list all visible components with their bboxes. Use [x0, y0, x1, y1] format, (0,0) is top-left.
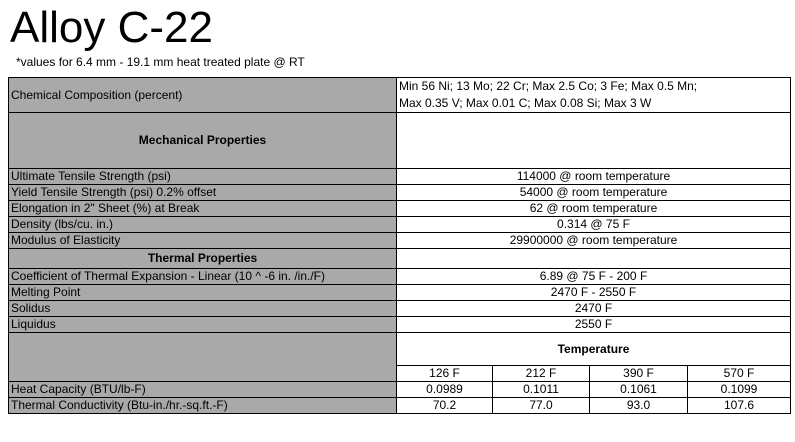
prop-label: Modulus of Elasticity [9, 233, 397, 249]
prop-value: 29900000 @ room temperature [397, 233, 791, 249]
page-title: Alloy C-22 [10, 3, 213, 52]
prop-row [9, 285, 791, 301]
prop-label: Yield Tensile Strength (psi) 0.2% offset [9, 185, 397, 201]
chem-row [9, 78, 791, 113]
prop-row [9, 269, 791, 285]
chem-value [397, 78, 791, 113]
chem-line-2: Max 0.35 V; Max 0.01 C; Max 0.08 Si; Max 3 W [399, 96, 652, 110]
prop-row [9, 317, 791, 333]
temp-column: 390 F [590, 366, 688, 382]
temp-cell: 0.1061 [590, 382, 688, 398]
prop-label: Solidus [9, 301, 397, 317]
prop-value: 114000 @ room temperature [397, 169, 791, 185]
prop-row [9, 169, 791, 185]
prop-value: 6.89 @ 75 F - 200 F [397, 269, 791, 285]
mech-heading: Mechanical Properties [9, 113, 397, 169]
thermal-heading: Thermal Properties [9, 249, 397, 269]
temp-cell: 0.1011 [493, 382, 590, 398]
prop-value: 62 @ room temperature [397, 201, 791, 217]
prop-label: Melting Point [9, 285, 397, 301]
temp-data-row [9, 398, 791, 414]
chem-line-1: Min 56 Ni; 13 Mo; 22 Cr; Max 2.5 Co; 3 Fe; Max 0.5 Mn; [399, 79, 698, 93]
temp-cell: 0.1099 [688, 382, 791, 398]
mech-heading-blank [397, 113, 791, 169]
temp-label-blank [9, 333, 397, 382]
temp-heading: Temperature [397, 333, 791, 366]
prop-label: Thermal Conductivity (Btu-in./hr.-sq.ft.-F) [9, 398, 397, 414]
prop-label: Coefficient of Thermal Expansion - Linear (10 ^ -6 in. /in./F) [9, 269, 397, 285]
prop-value: 0.314 @ 75 F [397, 217, 791, 233]
thermal-heading-row [9, 249, 791, 269]
thermal-heading-blank [397, 249, 791, 269]
prop-label: Density (lbs/cu. in.) [9, 217, 397, 233]
prop-value: 2550 F [397, 317, 791, 333]
mech-heading-row [9, 113, 791, 169]
prop-value: 2470 F - 2550 F [397, 285, 791, 301]
temp-cell: 93.0 [590, 398, 688, 414]
prop-row [9, 217, 791, 233]
temp-cell: 0.0989 [397, 382, 493, 398]
prop-row [9, 185, 791, 201]
chem-label: Chemical Composition (percent) [9, 78, 397, 113]
prop-row [9, 301, 791, 317]
prop-value: 54000 @ room temperature [397, 185, 791, 201]
prop-label: Elongation in 2" Sheet (%) at Break [9, 201, 397, 217]
temp-column: 570 F [688, 366, 791, 382]
temp-column: 126 F [397, 366, 493, 382]
temp-cell: 77.0 [493, 398, 590, 414]
temp-cell: 107.6 [688, 398, 791, 414]
subtitle-note: *values for 6.4 mm - 19.1 mm heat treated plate @ RT [16, 55, 305, 69]
properties-table [8, 77, 791, 414]
temp-cell: 70.2 [397, 398, 493, 414]
prop-row [9, 233, 791, 249]
prop-row [9, 201, 791, 217]
prop-label: Ultimate Tensile Strength (psi) [9, 169, 397, 185]
temp-column: 212 F [493, 366, 590, 382]
temp-data-row [9, 382, 791, 398]
temp-heading-row [9, 333, 791, 366]
prop-label: Liquidus [9, 317, 397, 333]
prop-value: 2470 F [397, 301, 791, 317]
prop-label: Heat Capacity (BTU/lb-F) [9, 382, 397, 398]
